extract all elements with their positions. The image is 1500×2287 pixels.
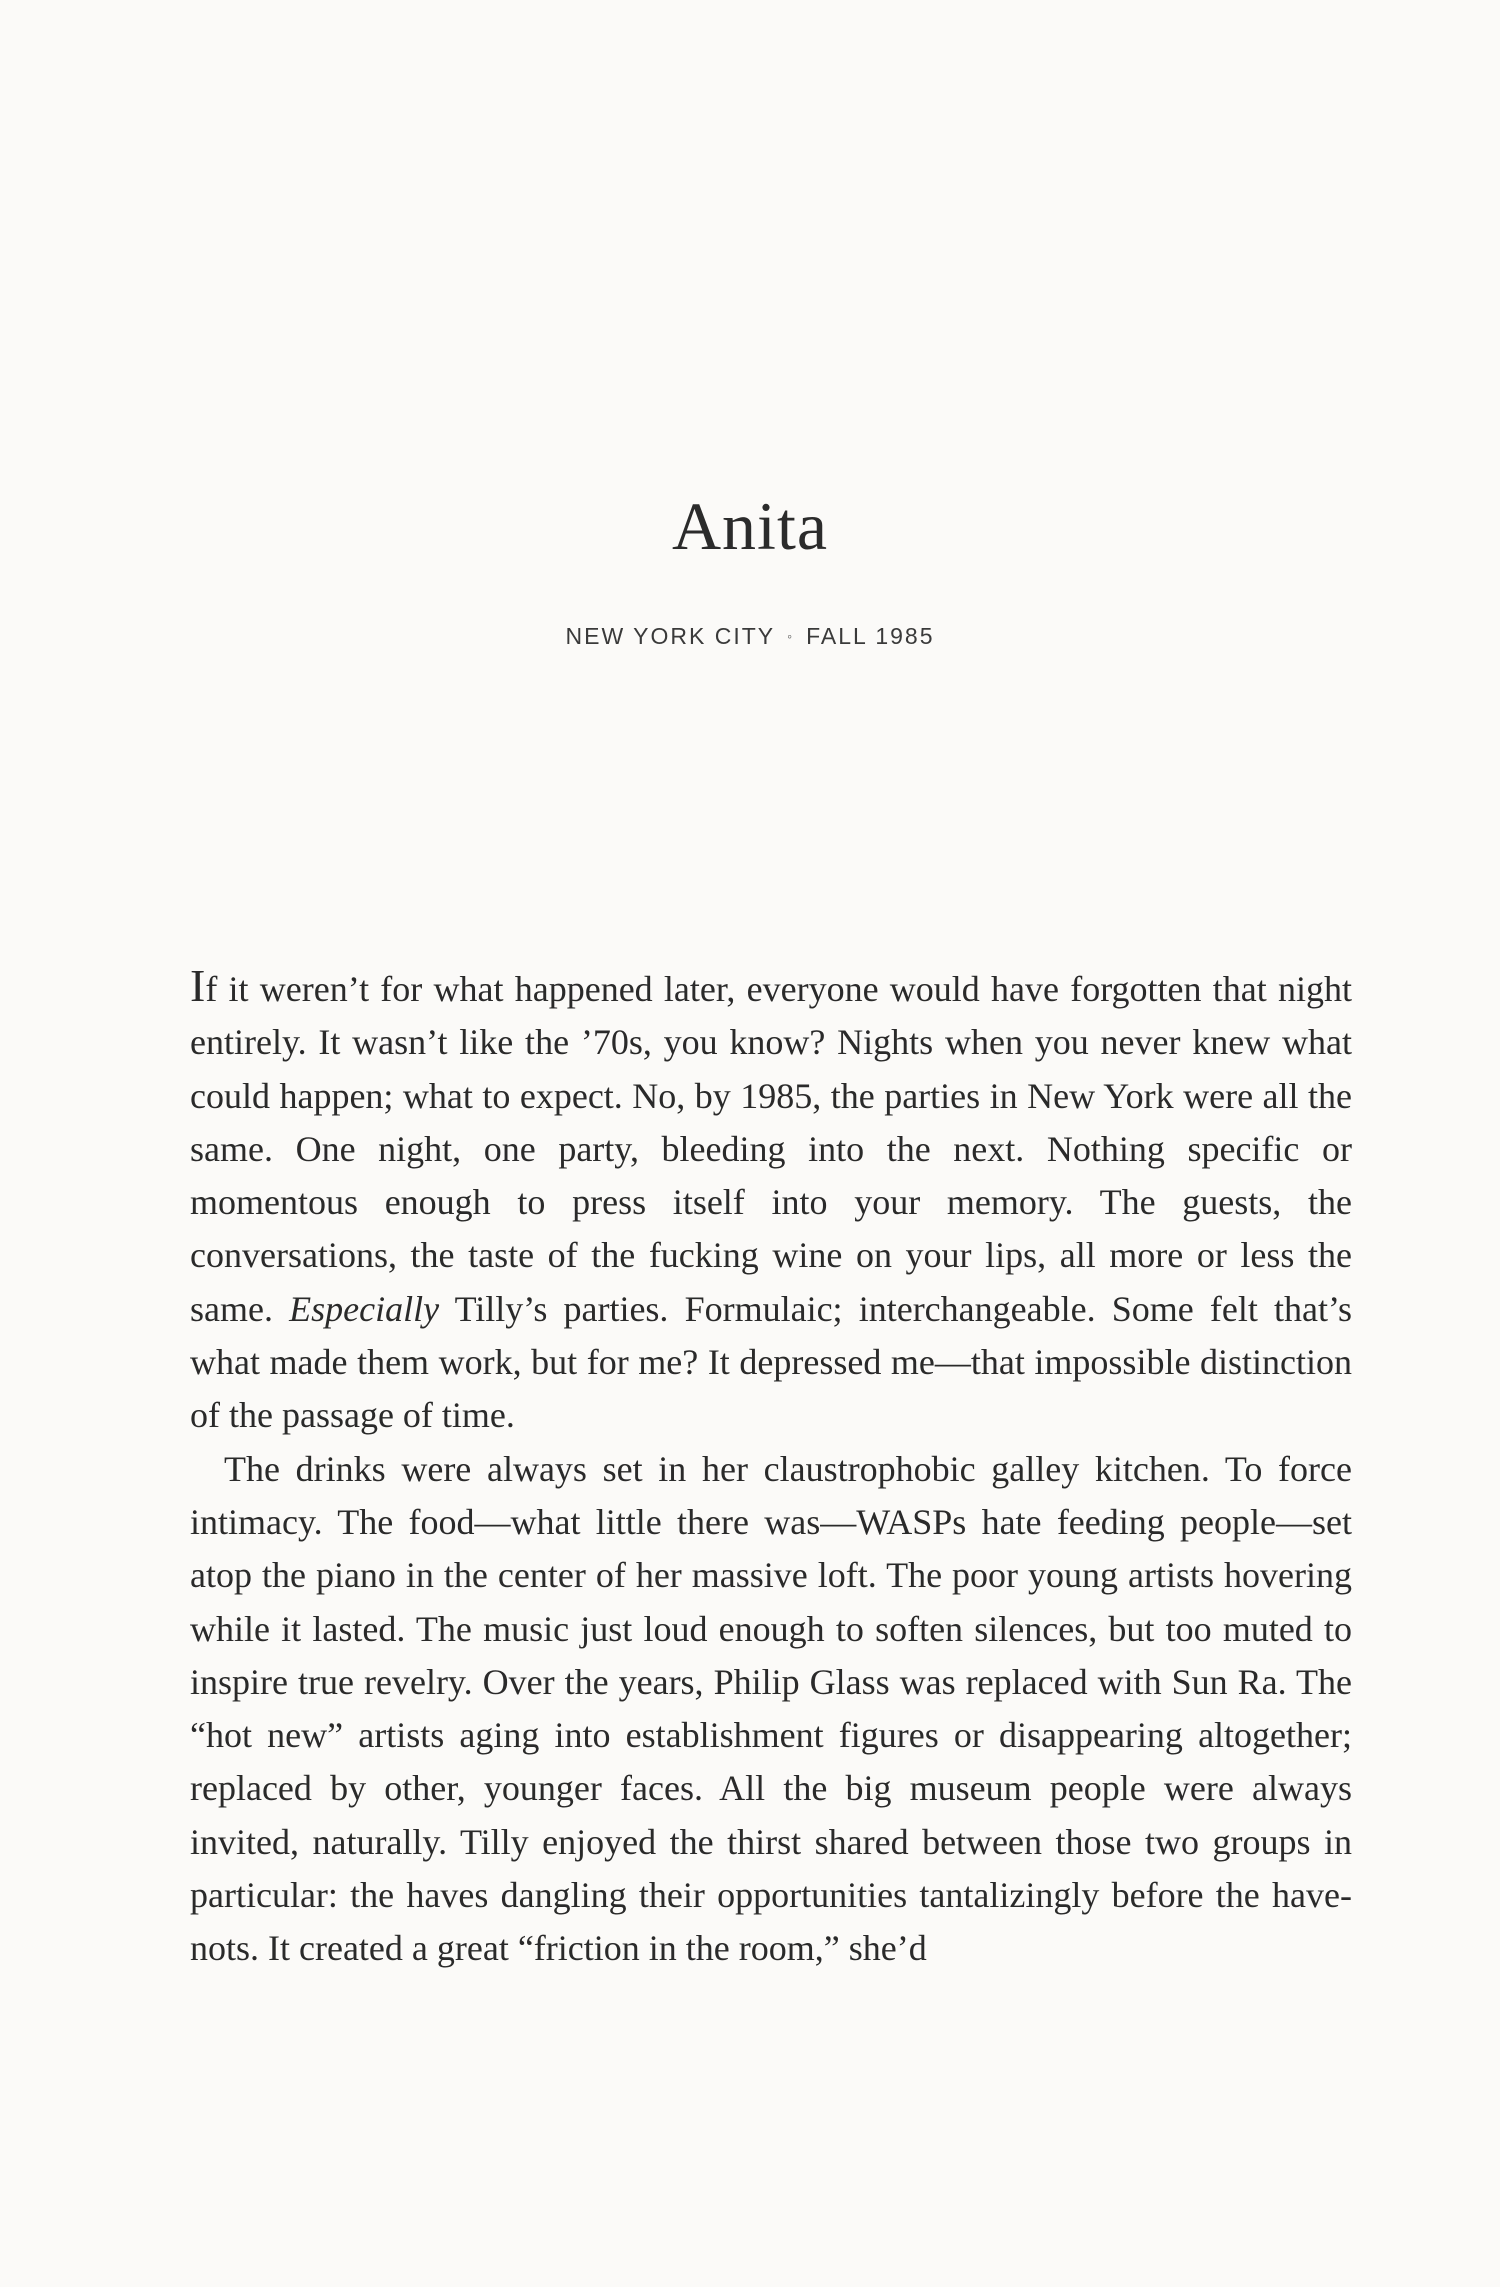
chapter-subtitle — [0, 625, 1500, 648]
subtitle-separator-icon: ◦ — [787, 628, 795, 644]
chapter-location: NEW YORK CITY — [565, 623, 776, 649]
body-text — [190, 960, 1353, 1976]
drop-cap: I — [190, 960, 206, 1011]
paragraph-1 — [190, 960, 1353, 1443]
paragraph-2-run-1: The drinks were always set in her claustrophobic galley kitchen. To force intimacy. The food—what little there was—WASPs hate feeding people—set atop the piano in the center of her massive loft. The poor young artists hovering while it lasted. The music just loud enough to soften silences, but too muted to inspire true revelry. Over the years, Philip Glass was replaced with Sun Ra. The “hot new” artists aging into establishment figures or disappearing altogether; replaced by other, younger faces. All the big museum people were always invited, naturally. Tilly enjoyed the thirst shared between those two groups in particular: the haves dangling their opportunities tantalizingly before the have-nots. It created a great “friction in the room,” she’d — [190, 1448, 1352, 1969]
paragraph-1-run-1: f it weren’t for what happened later, everyone would have forgotten that night entirely. It wasn’t like the ’70s, you know? Nights when you never knew what could happen; what to expect. No, by 1985, the parties in New York were all the same. One night, one party, bleeding into the next. Nothing specific or momentous enough to press itself into your memory. The guests, the conversations, the taste of the fucking wine on your lips, all more or less the same. — [190, 969, 1352, 1329]
chapter-title: Anita — [671, 488, 829, 564]
chapter-date: FALL 1985 — [806, 623, 935, 649]
paragraph-1-emphasis: Especially — [289, 1288, 440, 1329]
paragraph-2 — [190, 1443, 1352, 1976]
paragraph-1-run-3: Tilly’s parties. Formulaic; interchangeable. Some felt that’s what made them work, but for me? It depressed me—that impossible distinction of the passage of time. — [190, 1288, 1353, 1436]
